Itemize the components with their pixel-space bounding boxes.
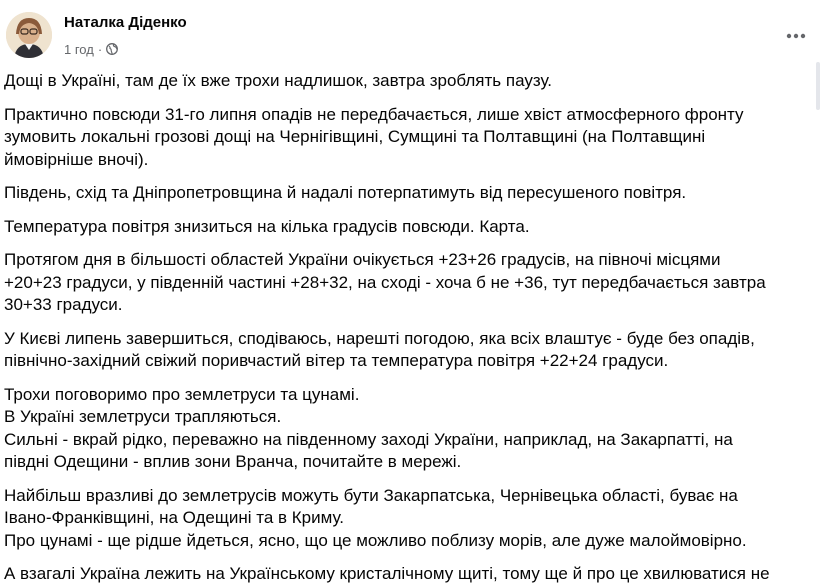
globe-icon[interactable] — [106, 43, 118, 55]
text-line: Південь, схід та Дніпропетровщина й надалі потерпатимуть від пересушеного повітря. — [4, 183, 687, 202]
text-line: Івано-Франківщині, на Одещині та в Криму. — [4, 508, 345, 527]
text-line: У Києві липень завершиться, сподіваюсь, нарешті погодою, яка всіх влаштує - буде без опадів, — [4, 328, 755, 348]
text-line: В Україні землетруси трапляються. — [4, 407, 282, 426]
post-header — [0, 0, 820, 66]
author-name[interactable]: Наталка Діденко — [64, 14, 187, 31]
post-meta — [64, 40, 118, 58]
paragraph — [4, 563, 814, 586]
paragraph — [4, 328, 814, 373]
text-line: Про цунамі - ще рідше йдеться, ясно, що це можливо поблизу морів, але дуже малоймовірно. — [4, 530, 747, 550]
paragraph — [4, 104, 814, 172]
avatar[interactable] — [6, 12, 52, 58]
meta-separator: · — [97, 41, 103, 57]
more-options-button[interactable] — [778, 22, 814, 50]
paragraph — [4, 249, 814, 317]
paragraph — [4, 216, 814, 239]
text-line: Сильні - вкрай рідко, переважно на південному заході України, наприклад, на Закарпатті, на — [4, 429, 733, 449]
text-line: Дощі в Україні, там де їх вже трохи надлишок, завтра зроблять паузу. — [4, 71, 552, 90]
scrollbar-thumb[interactable] — [816, 62, 820, 110]
text-line: Трохи поговоримо про землетруси та цунамі. — [4, 384, 360, 404]
text-line: +20+23 градуси, у південній частині +28+32, на сході - хоча б не +36, тут передбачається завтра — [4, 272, 766, 292]
text-line: 30+33 градуси. — [4, 295, 123, 314]
post-time[interactable]: 1 год — [64, 41, 94, 57]
text-line: північно-західний свіжий поривчастий вітер та температура повітря +22+24 градуси. — [4, 351, 669, 370]
text-line: Практично повсюди 31-го липня опадів не передбачається, лише хвіст атмосферного фронту — [4, 104, 744, 124]
paragraph — [4, 384, 814, 474]
text-line: Протягом дня в більшості областей України очікується +23+26 градусів, на півночі місцями — [4, 250, 721, 269]
paragraph — [4, 70, 814, 93]
paragraph — [4, 182, 814, 205]
text-line: А взагалі Україна лежить на Українському кристалічному щиті, тому ще й про це хвилюватися не — [4, 564, 770, 583]
text-line: півдні Одещини - вплив зони Вранча, почитайте в мережі. — [4, 452, 462, 471]
text-line: ймовірніше вночі). — [4, 149, 149, 169]
text-line: Найбільш вразливі до землетрусів можуть бути Закарпатська, Чернівецька області, буває на — [4, 485, 738, 505]
post-content — [4, 70, 814, 587]
paragraph — [4, 485, 814, 553]
text-line: Температура повітря знизиться на кілька градусів повсюди. Карта. — [4, 216, 530, 236]
text-line: зумовить локальні грозові дощі на Чернігівщині, Сумщині та Полтавщині (на Полтавщині — [4, 127, 706, 146]
avatar-image — [6, 12, 52, 58]
more-horizontal-icon — [786, 33, 806, 39]
